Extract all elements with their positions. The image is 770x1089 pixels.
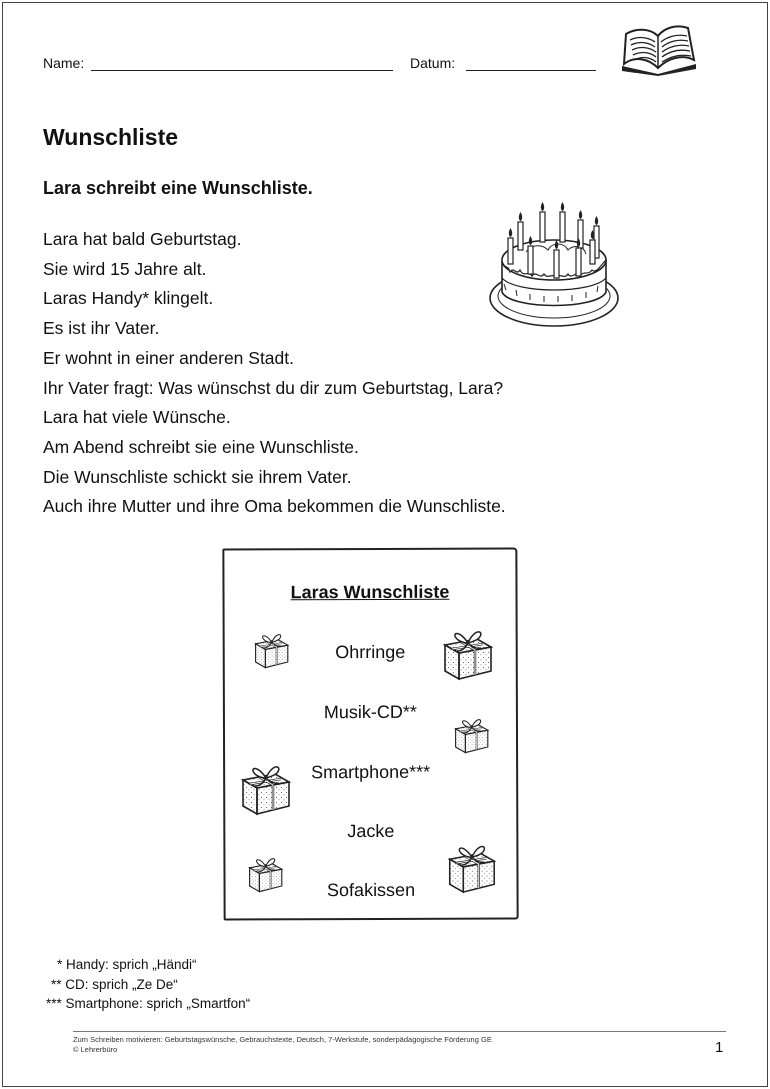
wishlist-item: Ohrringe — [335, 641, 406, 663]
date-label: Datum: — [410, 55, 456, 71]
gift-box-icon — [442, 835, 500, 895]
open-book-icon — [618, 24, 700, 76]
story-line: Ihr Vater fragt: Was wünschst du dir zum Geburtstag, Lara? — [43, 377, 504, 398]
wishlist-item: Jacke — [347, 820, 395, 842]
footer-source: Zum Schreiben motivieren: Geburtstagswünsche, Gebrauchstexte, Deutsch, 7-Werkstufe, sonderpädagogische Förderung GE — [73, 1035, 492, 1044]
story-line: Sie wird 15 Jahre alt. — [43, 258, 207, 279]
date-line — [466, 70, 596, 71]
story-text — [43, 225, 506, 522]
wishlist-item: Sofakissen — [326, 879, 416, 901]
footnote: ** CD: sprich „Ze De“ — [51, 976, 178, 992]
worksheet-page — [2, 2, 768, 1087]
name-line — [91, 70, 393, 71]
footer-copyright: © Lehrerbüro — [73, 1044, 118, 1054]
gift-box-icon — [437, 620, 497, 682]
page-number: 1 — [715, 1039, 724, 1056]
story-line: Die Wunschliste schickt sie ihrem Vater. — [43, 466, 352, 487]
wishlist-item: Smartphone*** — [311, 761, 431, 783]
story-line: Laras Handy* klingelt. — [43, 288, 214, 309]
footnotes — [46, 955, 250, 1014]
gift-box-icon — [450, 711, 492, 755]
story-line: Auch ihre Mutter und ihre Oma bekommen die Wunschliste. — [43, 496, 506, 517]
footnote: * Handy: sprich „Händi“ — [57, 957, 197, 972]
footnote: *** Smartphone: sprich „Smartfon“ — [46, 996, 251, 1012]
gift-box-icon — [250, 627, 292, 669]
wishlist-item: Musik-CD** — [323, 701, 417, 723]
name-label: Name: — [43, 55, 85, 71]
gift-box-icon — [244, 851, 286, 893]
wishlist-title: Laras Wunschliste — [290, 581, 450, 603]
page-subtitle: Lara schreibt eine Wunschliste. — [43, 178, 313, 198]
page-title: Wunschliste — [43, 124, 179, 150]
story-line: Lara hat bald Geburtstag. — [43, 229, 242, 249]
story-line: Am Abend schreibt sie eine Wunschliste. — [43, 436, 359, 457]
footer-divider — [73, 1031, 726, 1032]
birthday-cake-icon — [486, 200, 622, 332]
story-line: Er wohnt in einer anderen Stadt. — [43, 347, 294, 368]
footer-credit — [73, 1035, 492, 1054]
story-line: Lara hat viele Wünsche. — [43, 407, 231, 428]
story-line: Es ist ihr Vater. — [43, 318, 160, 339]
gift-box-icon — [235, 756, 295, 816]
